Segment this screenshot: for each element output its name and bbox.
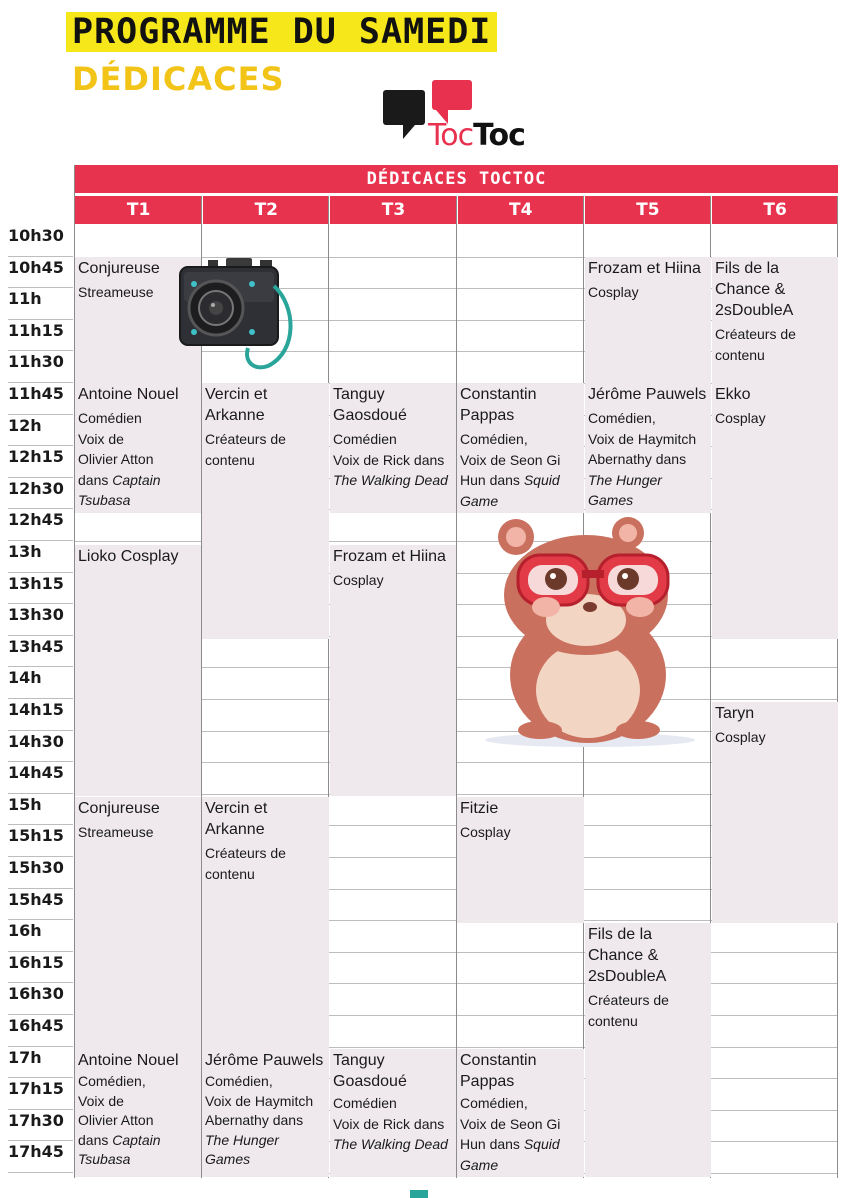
slot-desc-role: Comédien,: [460, 1095, 528, 1111]
slot-desc-work: The Hunger Games: [205, 1131, 279, 1167]
time-label-14h15: 14h15: [8, 699, 73, 731]
slot-desc-voice: Voix de Rick dans: [333, 1115, 445, 1132]
time-label-16h15: 16h15: [8, 952, 73, 984]
column-header-t3: T3: [330, 196, 456, 224]
slot-t6-fils-de-la-chance: [712, 257, 838, 383]
logo-text: [428, 118, 525, 154]
slot-name: Frozam et Hiina: [588, 260, 701, 277]
slot-desc: Créateurs de contenu: [205, 431, 286, 468]
time-label-14h: 14h: [8, 667, 73, 699]
slot-t2-vercin-2: [202, 797, 329, 1049]
time-label-10h45: 10h45: [8, 257, 73, 289]
slot-desc: Créateurs de contenu: [715, 326, 796, 363]
time-label-17h: 17h: [8, 1047, 73, 1079]
time-label-15h15: 15h15: [8, 825, 73, 857]
slot-desc-role: Comédien,: [588, 410, 656, 426]
slot-t3-tanguy-1: [330, 383, 456, 513]
slot-t1-lioko: [75, 545, 201, 796]
slot-desc-work: Captain Tsubasa: [78, 1131, 161, 1167]
slot-t1-antoine-nouel-1: [75, 383, 201, 513]
slot-name: Fitzie: [460, 800, 499, 817]
time-label-10h30: 10h30: [8, 225, 73, 257]
slot-t3-frozam: [330, 545, 456, 796]
time-label-15h: 15h: [8, 794, 73, 826]
slot-desc: Cosplay: [588, 284, 639, 300]
column-header-t2: T2: [203, 196, 329, 224]
slot-name: Jérôme Pauwels: [205, 1052, 324, 1069]
slot-desc-role: Comédien,: [460, 431, 528, 447]
speech-bubble-black-icon: [383, 90, 425, 125]
time-label-12h45: 12h45: [8, 509, 73, 541]
slot-t4-fitzie: [457, 797, 584, 923]
time-label-11h15: 11h15: [8, 320, 73, 352]
slot-name: Conjureuse: [78, 260, 160, 277]
slot-desc: Streameuse: [78, 824, 154, 840]
speech-bubble-red-icon: [432, 80, 472, 110]
slot-desc-role: Comédien: [333, 431, 397, 447]
slot-name: Tanguy Goasdoué: [333, 1052, 407, 1090]
slot-desc: Streameuse: [78, 284, 154, 300]
slot-t5-jerome-pauwels: [585, 383, 711, 513]
column-header-t6: T6: [712, 196, 838, 224]
slot-name: Jérôme Pauwels: [588, 386, 707, 403]
slot-desc: [460, 1093, 581, 1175]
slot-desc: [78, 1072, 198, 1170]
slot-name: Antoine Nouel: [78, 1052, 179, 1069]
slot-t1-antoine-nouel-2: [75, 1049, 201, 1177]
page-title: PROGRAMME DU SAMEDI: [66, 12, 497, 52]
slot-name: Lioko Cosplay: [78, 548, 179, 565]
slot-t4-constantin-1: [457, 383, 584, 513]
time-label-12h30: 12h30: [8, 478, 73, 510]
hamster-illustration: [478, 515, 703, 755]
time-label-15h30: 15h30: [8, 857, 73, 889]
slot-name: Conjureuse: [78, 800, 160, 817]
slot-name: Vercin et Arkanne: [205, 800, 268, 838]
slot-desc-role: Comédien,: [78, 1073, 146, 1089]
slot-t5-frozam: [585, 257, 711, 383]
time-label-16h: 16h: [8, 920, 73, 952]
toctoc-logo: [380, 80, 525, 158]
slot-t1-conjureuse-2: [75, 797, 201, 1049]
slot-t6-ekko: [712, 383, 838, 639]
time-label-13h30: 13h30: [8, 604, 73, 636]
slot-desc-voice: Voix de Seon Gi Hun dans: [460, 1115, 561, 1152]
slot-desc: [205, 1072, 326, 1170]
slot-desc-work: The Walking Dead: [333, 1136, 448, 1152]
time-label-17h45: 17h45: [8, 1141, 73, 1173]
slot-desc-work: Captain Tsubasa: [78, 471, 161, 508]
slot-desc-work: Squid Game: [460, 1136, 560, 1173]
slot-name: Fils de la Chance & 2sDoubleA: [588, 926, 667, 985]
column-header-t1: T1: [75, 196, 202, 224]
slot-desc: [78, 408, 198, 511]
table-band-title: DÉDICACES TOCTOC: [75, 165, 838, 193]
time-label-11h30: 11h30: [8, 351, 73, 383]
time-label-13h15: 13h15: [8, 573, 73, 605]
time-label-14h45: 14h45: [8, 762, 73, 794]
slot-desc: Cosplay: [333, 572, 384, 588]
slot-name: Taryn: [715, 705, 755, 722]
time-label-11h: 11h: [8, 288, 73, 320]
slot-desc: Cosplay: [460, 824, 511, 840]
camera-icon: [178, 256, 293, 371]
slot-desc-role: Comédien: [333, 1095, 397, 1111]
slot-desc-work: The Hunger Games: [588, 471, 662, 508]
time-label-12h15: 12h15: [8, 446, 73, 478]
time-label-14h30: 14h30: [8, 731, 73, 763]
slot-desc-work: Squid Game: [460, 472, 560, 509]
slot-desc-voice: Voix de Olivier Atton dans: [78, 430, 154, 488]
time-label-13h45: 13h45: [8, 636, 73, 668]
slot-desc: Cosplay: [715, 729, 766, 745]
slot-desc: Cosplay: [715, 410, 766, 426]
time-label-12h: 12h: [8, 415, 73, 447]
time-label-17h30: 17h30: [8, 1110, 73, 1142]
slot-desc: [333, 1093, 453, 1155]
slot-name: Fils de la Chance & 2sDoubleA: [715, 260, 794, 319]
time-label-15h45: 15h45: [8, 889, 73, 921]
time-label-17h15: 17h15: [8, 1078, 73, 1110]
slot-desc-voice: Voix de Olivier Atton dans: [78, 1092, 154, 1148]
slot-desc: [588, 408, 708, 511]
slot-name: Frozam et Hiina: [333, 548, 446, 565]
slot-t2-vercin-1: [202, 383, 329, 639]
logo-text-left: Toc: [428, 118, 474, 153]
slot-desc-role: Comédien,: [205, 1073, 273, 1089]
slot-desc-work: The Walking Dead: [333, 472, 448, 488]
footer-accent: [410, 1190, 428, 1198]
column-header-t5: T5: [585, 196, 711, 224]
slot-desc-voice: Voix de Haymitch Abernathy dans: [588, 430, 697, 467]
column-header-t4: T4: [458, 196, 584, 224]
time-label-13h: 13h: [8, 541, 73, 573]
slot-t2-jerome-pauwels: [202, 1049, 329, 1177]
slot-name: Tanguy Gaosdoué: [333, 386, 407, 424]
time-label-16h45: 16h45: [8, 1015, 73, 1047]
slot-name: Vercin et Arkanne: [205, 386, 268, 424]
slot-desc-voice: Voix de Rick dans: [333, 451, 445, 468]
logo-text-right: Toc: [473, 118, 525, 153]
slot-desc-voice: Voix de Haymitch Abernathy dans: [205, 1092, 314, 1128]
time-label-16h30: 16h30: [8, 983, 73, 1015]
slot-name: Ekko: [715, 386, 751, 403]
page-subtitle: DÉDICACES: [72, 60, 285, 98]
time-label-11h45: 11h45: [8, 383, 73, 415]
slot-name: Constantin Pappas: [460, 1052, 537, 1090]
slot-desc-voice: Voix de Seon Gi Hun dans: [460, 451, 561, 488]
slot-name: Constantin Pappas: [460, 386, 537, 424]
slot-t5-fils-de-la-chance: [585, 923, 711, 1177]
slot-t3-tanguy-2: [330, 1049, 456, 1177]
slot-name: Antoine Nouel: [78, 386, 179, 403]
slot-desc-role: Comédien: [78, 410, 142, 426]
slot-t4-constantin-2: [457, 1049, 584, 1177]
slot-desc: [333, 429, 453, 491]
slot-desc: Créateurs de contenu: [205, 845, 286, 882]
slot-desc: Créateurs de contenu: [588, 992, 669, 1029]
slot-desc: [460, 429, 581, 511]
slot-t6-taryn: [712, 702, 838, 923]
